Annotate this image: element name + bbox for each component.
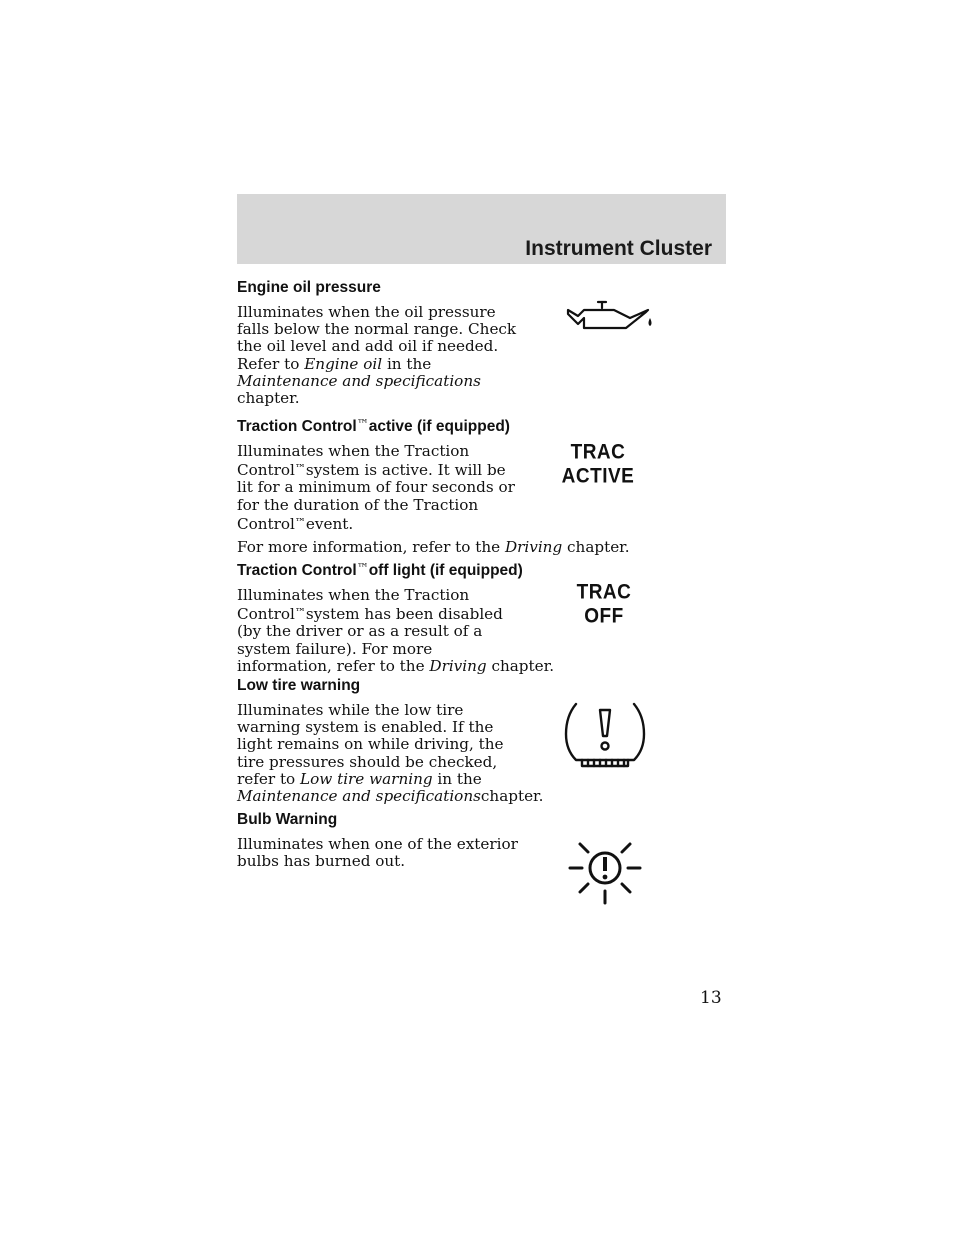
section-heading: Low tire warning — [237, 677, 361, 694]
chapter-title: Instrument Cluster — [525, 237, 712, 260]
trac-off-lamp: TRAC OFF — [576, 580, 632, 629]
section-body: Illuminates while the low tire warning system is enabled. If the light remains on while driving, the tire pressures should be checked, refer to Low tire warning in the Maintenance and specificationschapter. — [237, 701, 544, 806]
reference-engine-oil: Engine oil — [304, 354, 383, 373]
reference-maintenance: Maintenance and specifications — [237, 371, 481, 390]
section-body: Illuminates when the oil pressure falls below the normal range. Check the oil level and add oil if needed. Refer to Engine oil in the Maintenance and specifications chapter. — [237, 303, 517, 408]
trac-active-lamp: TRAC ACTIVE — [561, 440, 635, 489]
tire-pressure-icon — [562, 700, 648, 772]
section-traction-control-active — [237, 414, 717, 556]
oil-can-icon — [564, 296, 660, 336]
reference-driving: Driving — [504, 538, 563, 557]
bulb-warning-icon — [568, 832, 642, 906]
chapter-header-band — [237, 194, 726, 264]
section-heading: Traction Control™off light (if equipped) — [237, 561, 523, 579]
more-info-line: For more information, refer to the Driving chapter. — [237, 538, 630, 557]
reference-low-tire-warning: Low tire warning — [300, 769, 433, 788]
section-heading: Engine oil pressure — [237, 279, 381, 296]
section-body: Illuminates when one of the exterior bulbs has burned out. — [237, 835, 518, 871]
section-body: Illuminates when the Traction Control™system has been disabled (by the driver or as a result of a system failure). For more information, refer to the Driving chapter. — [237, 586, 555, 675]
reference-maintenance: Maintenance and specifications — [237, 787, 481, 806]
page-number: 13 — [700, 988, 722, 1008]
section-heading: Traction Control™active (if equipped) — [237, 417, 510, 435]
section-bulb-warning — [237, 810, 717, 870]
reference-driving: Driving — [429, 656, 487, 675]
section-heading: Bulb Warning — [237, 811, 338, 828]
section-body: Illuminates when the Traction Control™system is active. It will be lit for a minimum of four seconds or for the duration of the Traction Control™event. — [237, 442, 515, 533]
